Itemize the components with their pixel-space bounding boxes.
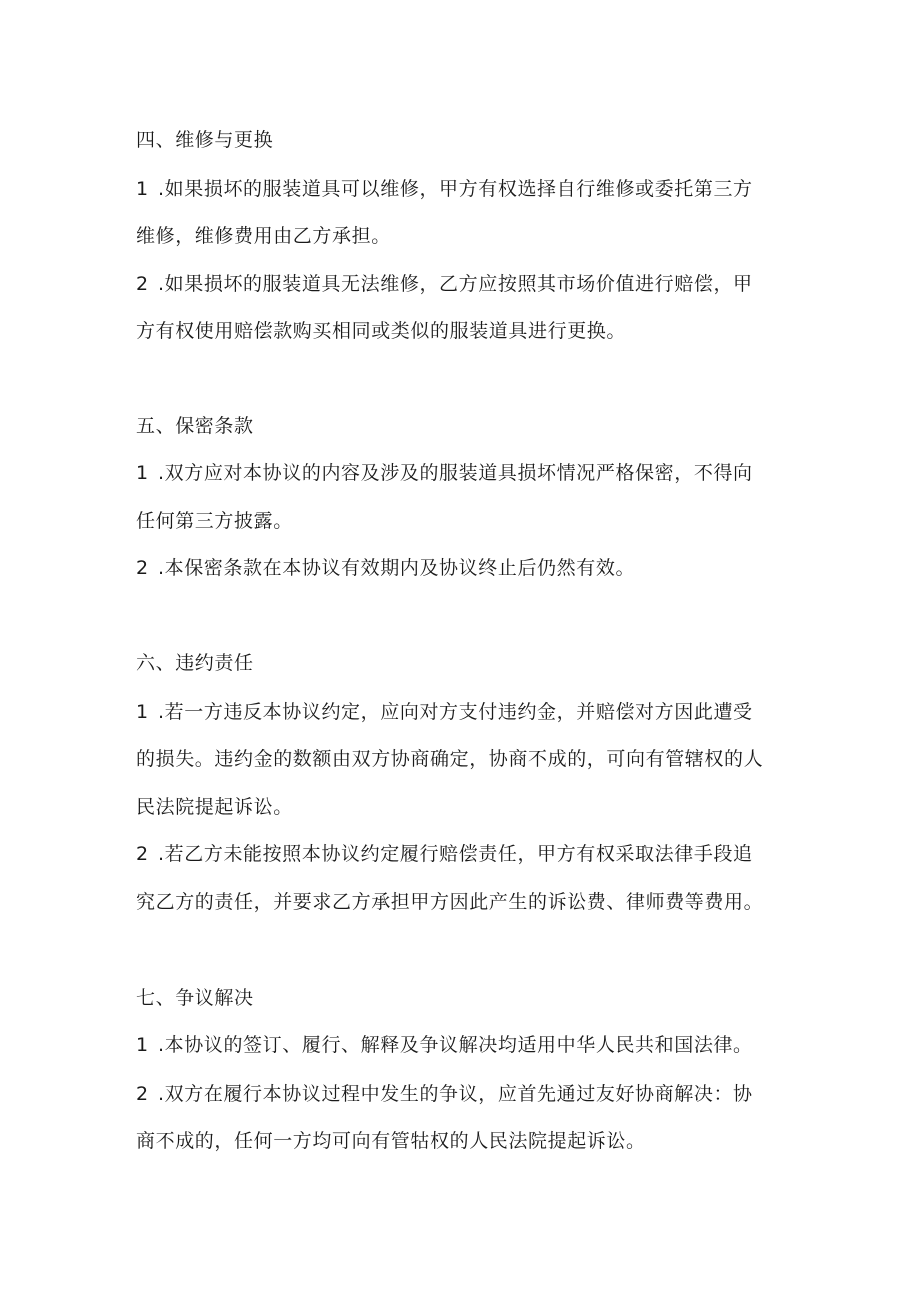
clause-number: 1 xyxy=(136,462,149,484)
clause-text: 方有权使用赔偿款购买相同或类似的服装道具进行更换。 xyxy=(136,320,627,342)
clause-text: .双方应对本协议的内容及涉及的服装道具损坏情况严格保密，不得向 xyxy=(158,462,753,484)
clause-line xyxy=(136,1129,646,1153)
clause-number: 2 xyxy=(136,1083,149,1105)
clause-text: .如果损坏的服装道具可以维修，甲方有权选择自行维修或委托第三方 xyxy=(158,178,753,200)
clause-text: .本协议的签订、履行、解释及争议解决均适用中华人民共和国法律。 xyxy=(158,1034,753,1056)
clause-line xyxy=(136,224,391,248)
clause-line xyxy=(136,272,753,296)
clause-line xyxy=(136,1033,753,1057)
clause-number: 2 xyxy=(136,273,149,295)
clause-text: 商不成的，任何一方均可向有管牯权的人民法院提起诉讼。 xyxy=(136,1130,646,1152)
clause-line xyxy=(136,1082,753,1106)
clause-text: .若乙方未能按照本协议约定履行赔偿责任，甲方有权采取法律手段追 xyxy=(158,843,753,865)
clause-text: .若一方违反本协议约定，应向对方支付违约金，并赔偿对方因此遭受 xyxy=(158,701,753,723)
clause-number: 1 xyxy=(136,701,149,723)
clause-line xyxy=(136,509,293,533)
clause-text: 任何第三方披露。 xyxy=(136,510,293,532)
clause-line xyxy=(136,890,763,914)
clause-number: 1 xyxy=(136,1034,149,1056)
clause-number: 2 xyxy=(136,843,149,865)
clause-line xyxy=(136,556,635,580)
clause-line xyxy=(136,177,753,201)
section-heading: 七、争议解决 xyxy=(136,987,254,1009)
clause-line xyxy=(136,747,763,771)
clause-text: .本保密条款在本协议有效期内及协议终止后仍然有效。 xyxy=(158,557,636,579)
section-heading: 六、违约责任 xyxy=(136,652,254,674)
clause-line xyxy=(136,795,293,819)
clause-line xyxy=(136,461,753,485)
clause-text: 维修，维修费用由乙方承担。 xyxy=(136,225,391,247)
section-heading: 四、维修与更换 xyxy=(136,129,274,151)
clause-text: 的损失。违约金的数额由双方协商确定，协商不成的，可向有管辖权的人 xyxy=(136,748,764,770)
clause-text: .如果损坏的服装道具无法维修，乙方应按照其市场价值进行赔偿，甲 xyxy=(158,273,753,295)
clause-line xyxy=(136,319,626,343)
clause-text: .双方在履行本协议过程中发生的争议，应首先通过友好协商解决：协 xyxy=(158,1083,753,1105)
clause-number: 2 xyxy=(136,557,149,579)
section-heading: 五、保密条款 xyxy=(136,415,254,437)
clause-line xyxy=(136,700,753,724)
clause-line xyxy=(136,842,753,866)
clause-text: 民法院提起诉讼。 xyxy=(136,796,293,818)
clause-number: 1 xyxy=(136,178,149,200)
clause-text: 究乙方的责任，并要求乙方承担甲方因此产生的诉讼费、律师费等费用。 xyxy=(136,891,764,913)
